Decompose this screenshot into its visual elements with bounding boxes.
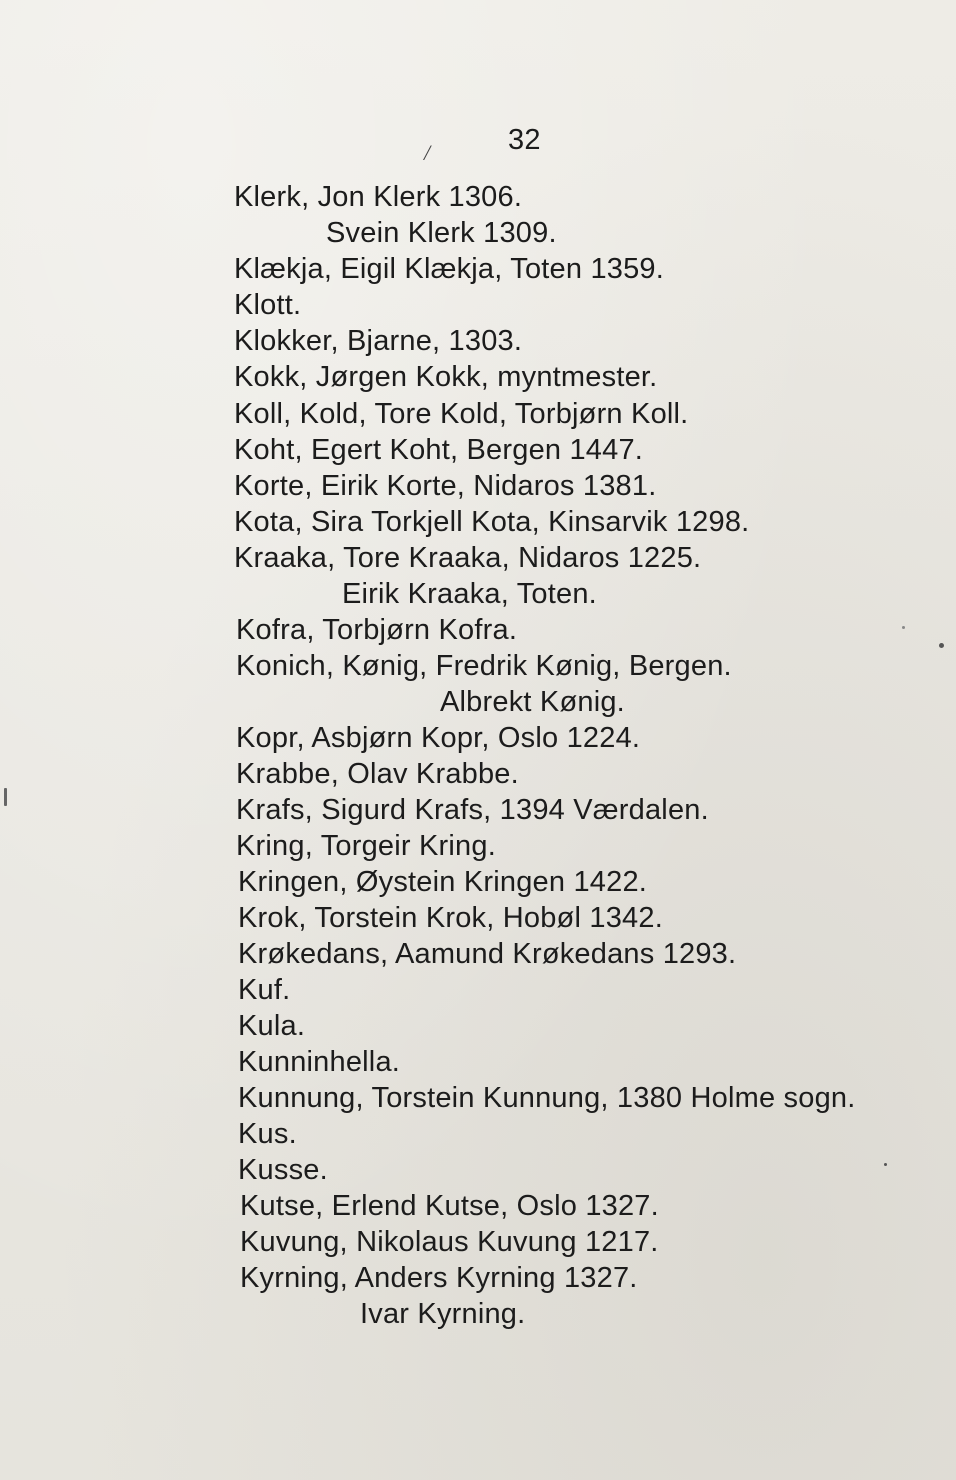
entry-kota: Kota, Sira Torkjell Kota, Kinsarvik 1298. bbox=[234, 506, 750, 538]
entry-korte: Korte, Eirik Korte, Nidaros 1381. bbox=[234, 470, 657, 502]
entry-kunnung: Kunnung, Torstein Kunnung, 1380 Holme sogn. bbox=[238, 1082, 856, 1114]
entry-kula: Kula. bbox=[238, 1010, 306, 1042]
entry-kring: Kring, Torgeir Kring. bbox=[236, 830, 496, 862]
entry-kutse: Kutse, Erlend Kutse, Oslo 1327. bbox=[240, 1190, 659, 1222]
entry-klaekja: Klækja, Eigil Klækja, Toten 1359. bbox=[234, 253, 665, 285]
entry-konich: Konich, Kønig, Fredrik Kønig, Bergen. bbox=[236, 650, 732, 682]
entry-eirik-kraaka: Eirik Kraaka, Toten. bbox=[342, 578, 597, 610]
entry-kusse: Kusse. bbox=[238, 1154, 328, 1186]
entry-kraaka: Kraaka, Tore Kraaka, Nidaros 1225. bbox=[234, 542, 702, 574]
edge-mark bbox=[4, 788, 7, 806]
stray-pen-mark: / bbox=[424, 140, 431, 165]
entry-kyrning: Kyrning, Anders Kyrning 1327. bbox=[240, 1262, 638, 1294]
dust-speck bbox=[939, 643, 944, 648]
entry-kokk: Kokk, Jørgen Kokk, myntmester. bbox=[234, 361, 658, 393]
entry-kuvung: Kuvung, Nikolaus Kuvung 1217. bbox=[240, 1226, 659, 1258]
entry-krafs: Krafs, Sigurd Krafs, 1394 Værdalen. bbox=[236, 794, 709, 826]
entry-klerk: Klerk, Jon Klerk 1306. bbox=[234, 181, 523, 213]
entry-koll: Koll, Kold, Tore Kold, Torbjørn Koll. bbox=[234, 398, 689, 430]
entry-kringen: Kringen, Øystein Kringen 1422. bbox=[238, 866, 648, 898]
entry-kunninhella: Kunninhella. bbox=[238, 1046, 401, 1078]
entry-kuf: Kuf. bbox=[238, 974, 291, 1006]
entry-kofra: Kofra, Torbjørn Kofra. bbox=[236, 614, 518, 646]
entry-krok: Krok, Torstein Krok, Hobøl 1342. bbox=[238, 902, 663, 934]
dust-speck bbox=[884, 1163, 887, 1166]
entry-ivar-kyrning: Ivar Kyrning. bbox=[360, 1298, 526, 1330]
entry-krokedans: Krøkedans, Aamund Krøkedans 1293. bbox=[238, 938, 737, 970]
entry-albrekt-konig: Albrekt Kønig. bbox=[440, 686, 625, 718]
dust-speck bbox=[902, 626, 905, 629]
entry-kus: Kus. bbox=[238, 1118, 297, 1150]
entry-koht: Koht, Egert Koht, Bergen 1447. bbox=[234, 434, 644, 466]
entry-svein-klerk: Svein Klerk 1309. bbox=[326, 217, 557, 249]
entry-krabbe: Krabbe, Olav Krabbe. bbox=[236, 758, 519, 790]
page-number: 32 bbox=[508, 124, 541, 156]
entry-kopr: Kopr, Asbjørn Kopr, Oslo 1224. bbox=[236, 722, 641, 754]
entry-klott: Klott. bbox=[234, 289, 302, 321]
entry-klokker: Klokker, Bjarne, 1303. bbox=[234, 325, 523, 357]
